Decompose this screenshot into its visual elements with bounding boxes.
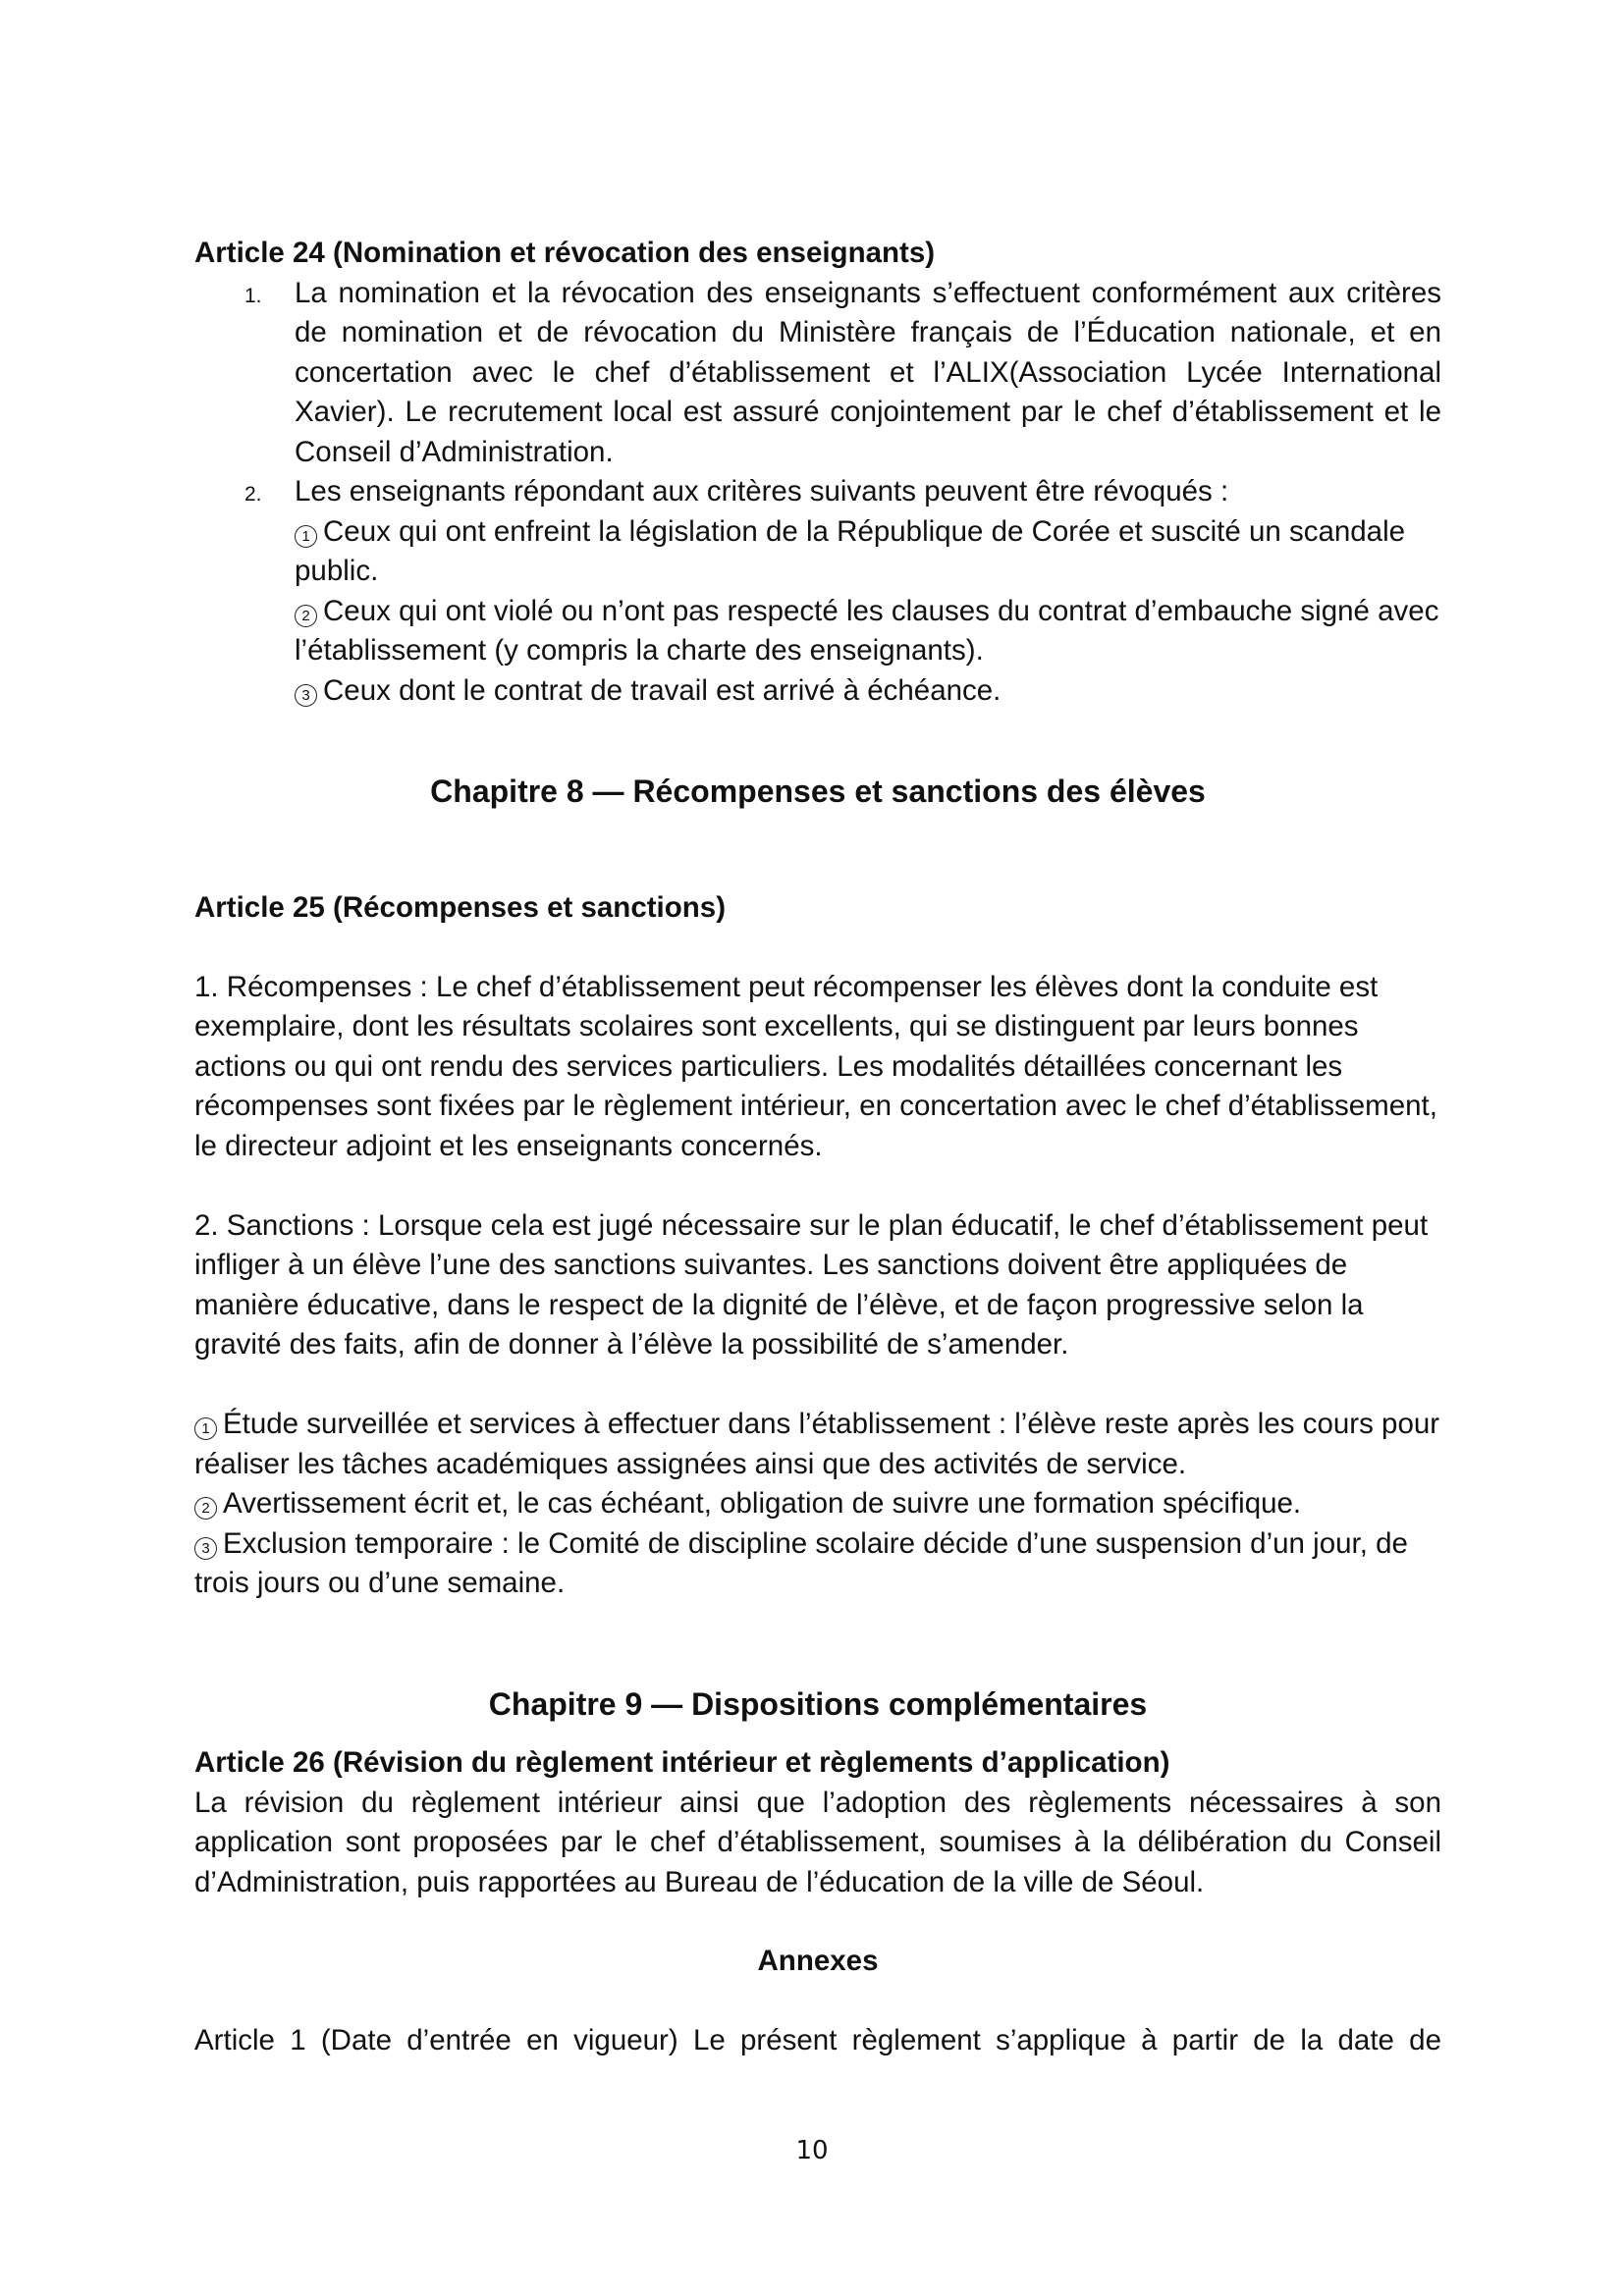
circled-number-icon: 1 bbox=[295, 525, 317, 548]
annexes-title: Annexes bbox=[757, 1945, 879, 1977]
article-24-list bbox=[194, 274, 1441, 712]
sanction-text: Étude surveillée et services à effectuer dans l’établissement : l’élève reste après les cours pour réaliser les tâches académiques assignées ainsi que des activités de service. bbox=[194, 1408, 1440, 1480]
revocation-criterion bbox=[295, 512, 1441, 592]
article-24-item-2 bbox=[194, 472, 1441, 711]
sanction-item bbox=[194, 1524, 1441, 1604]
sanction-text: Exclusion temporaire : le Comité de discipline scolaire décide d’une suspension d’un jour, de trois jours ou d’une semaine. bbox=[194, 1526, 1408, 1599]
revocation-criterion-text: Ceux qui ont violé ou n’ont pas respecté les clauses du contrat d’embauche signé avec l’établissement (y compris la charte des enseignants). bbox=[295, 594, 1439, 667]
circled-number-icon: 3 bbox=[194, 1537, 217, 1560]
list-number: 2. bbox=[244, 483, 262, 506]
article-24-item-1 bbox=[194, 274, 1441, 473]
sanction-item bbox=[194, 1405, 1441, 1484]
article-25-title: Article 25 (Récompenses et sanctions) bbox=[194, 890, 727, 924]
chapter-8-title: Chapitre 8 — Récompenses et sanctions des élèves bbox=[430, 774, 1206, 809]
article-26-title: Article 26 (Révision du règlement intérieur et règlements d’application) bbox=[194, 1746, 1170, 1779]
article-24-item-1-text: La nomination et la révocation des enseignants s’effectuent conformément aux critères de nomination et de révocation du Ministère français de l’Éducation nationale, et en concertation avec le chef d’établissement et l’ALIX(Association Lycée International Xavier). Le recrutement local est assuré conjointement par le chef d’établissement et le Conseil d’Administration. bbox=[295, 276, 1441, 468]
article-25-paragraph-2: 2. Sanctions : Lorsque cela est jugé nécessaire sur le plan éducatif, le chef d’établissement peut infliger à un élève l’une des sanctions suivantes. Les sanctions doivent être appliquées de manière éducative, dans le respect de la dignité de l’élève, et de façon progressive selon la gravité des faits, afin de donner à l’élève la possibilité de s’amender. bbox=[194, 1208, 1429, 1361]
article-26-text: La révision du règlement intérieur ainsi que l’adoption des règlements nécessaires à son application sont proposées par le chef d’établissement, soumises à la délibération du Conseil d’Administration, puis rapportées au Bureau de l’éducation de la ville de Séoul. bbox=[194, 1786, 1441, 1898]
circled-number-icon: 2 bbox=[295, 605, 317, 627]
article-24-item-2-text: Les enseignants répondant aux critères suivants peuvent être révoqués : bbox=[295, 475, 1229, 507]
revocation-criterion-text: Ceux qui ont enfreint la législation de la République de Corée et suscité un scandale public. bbox=[295, 514, 1406, 587]
revocation-criterion bbox=[295, 592, 1441, 671]
list-number: 1. bbox=[244, 284, 262, 307]
circled-number-icon: 2 bbox=[194, 1497, 217, 1520]
sanction-text: Avertissement écrit et, le cas échéant, obligation de suivre une formation spécifique. bbox=[223, 1487, 1302, 1520]
annex-article-1-text: Article 1 (Date d’entrée en vigueur) Le présent règlement s’applique à partir de la date de bbox=[194, 2023, 1441, 2056]
revocation-criterion bbox=[295, 671, 1441, 712]
circled-number-icon: 1 bbox=[194, 1417, 217, 1440]
chapter-9-title: Chapitre 9 — Dispositions complémentaires bbox=[488, 1685, 1148, 1722]
revocation-criterion-text: Ceux dont le contrat de travail est arrivé à échéance. bbox=[323, 673, 1001, 707]
article-24-title: Article 24 (Nomination et révocation des enseignants) bbox=[194, 237, 936, 269]
page-content bbox=[194, 234, 1441, 2060]
circled-number-icon: 3 bbox=[295, 684, 317, 707]
sanction-item bbox=[194, 1484, 1441, 1524]
page-number: 10 bbox=[795, 2136, 829, 2165]
article-25-paragraph-1: 1. Récompenses : Le chef d’établissement peut récompenser les élèves dont la conduite est exemplaire, dont les résultats scolaires sont excellents, qui se distinguent par leurs bonnes actions ou qui ont rendu des services particuliers. Les modalités détaillées concernant les récompenses sont fixées par le règlement intérieur, en concertation avec le chef d’établissement, le directeur adjoint et les enseignants concernés. bbox=[194, 970, 1437, 1162]
